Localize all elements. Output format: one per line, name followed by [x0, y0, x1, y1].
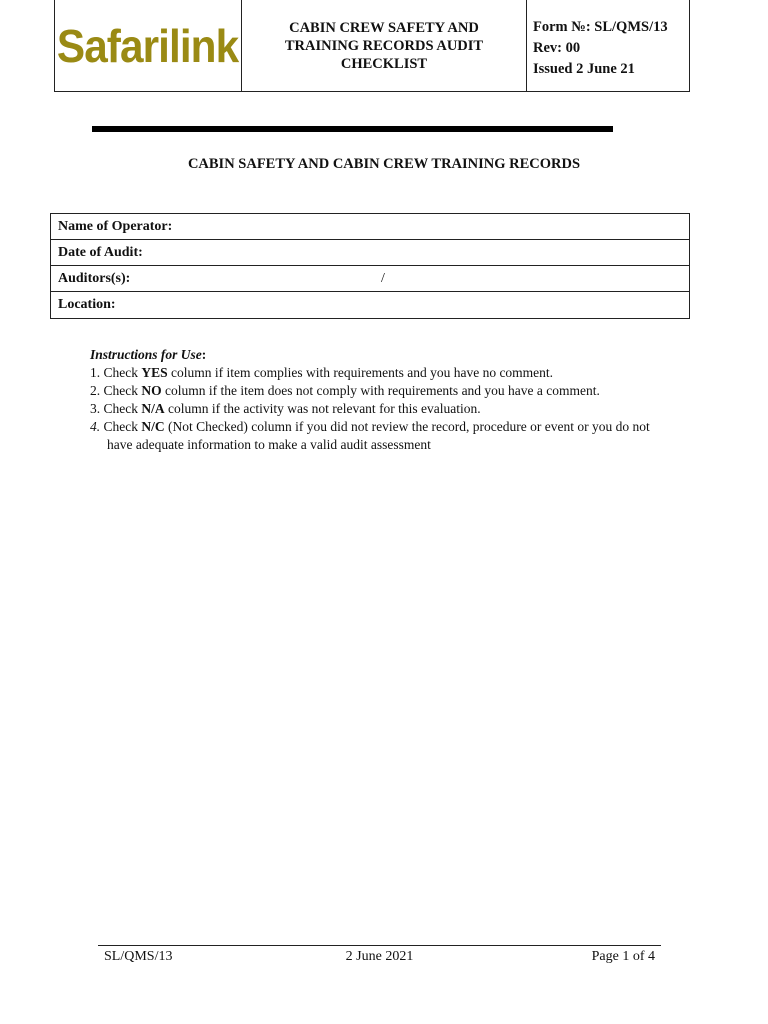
auditors-label: Auditors(s):	[58, 271, 131, 286]
instruction-text: column if item complies with requirements and you have no comment.	[167, 365, 554, 380]
instruction-number: 2. Check	[90, 383, 142, 398]
date-row	[51, 240, 689, 266]
instruction-item	[90, 382, 690, 400]
section-heading: CABIN SAFETY AND CABIN CREW TRAINING RECORDS	[187, 156, 581, 172]
footer-date: 2 June 2021	[345, 949, 414, 964]
divider-rule	[92, 126, 613, 132]
date-label: Date of Audit:	[58, 245, 143, 260]
instruction-verb: Check	[100, 419, 142, 434]
instruction-number: 1. Check	[90, 365, 142, 380]
form-title-line-3: CHECKLIST	[340, 55, 428, 72]
logo-cell	[55, 0, 242, 91]
form-title	[242, 0, 527, 91]
form-number: Form №: SL/QMS/13	[533, 19, 668, 35]
instruction-item	[90, 400, 690, 418]
instruction-item	[90, 364, 690, 382]
operator-row	[51, 214, 689, 240]
instruction-item	[90, 418, 690, 454]
form-meta	[527, 0, 689, 91]
page-footer	[98, 945, 661, 970]
instruction-text: (Not Checked) column if you did not review the record, procedure or event or you do not	[164, 419, 650, 434]
instruction-text: column if the activity was not relevant for this evaluation.	[164, 401, 481, 416]
instruction-key: N/C	[141, 419, 165, 434]
form-title-line-1: CABIN CREW SAFETY AND	[289, 19, 479, 36]
instruction-number: 3. Check	[90, 401, 142, 416]
instructions-block	[90, 346, 690, 454]
instruction-number: 4.	[90, 419, 101, 434]
location-label: Location:	[58, 297, 116, 312]
issue-date: Issued 2 June 21	[533, 61, 635, 77]
instruction-key: N/A	[141, 401, 165, 416]
audit-info-table	[50, 213, 690, 319]
form-title-line-2: TRAINING RECORDS AUDIT	[284, 37, 484, 54]
instructions-colon: :	[201, 347, 207, 362]
instructions-title: Instructions for Use	[90, 347, 202, 362]
auditors-row	[51, 266, 689, 292]
instruction-key: YES	[141, 365, 168, 380]
auditors-separator: /	[381, 271, 385, 286]
operator-label: Name of Operator:	[58, 219, 173, 234]
instruction-key: NO	[141, 383, 162, 398]
instructions-heading	[90, 346, 690, 364]
footer-page-number: Page 1 of 4	[591, 949, 655, 964]
location-row	[51, 292, 689, 318]
footer-form-code: SL/QMS/13	[104, 949, 173, 964]
revision: Rev: 00	[533, 40, 581, 56]
instruction-continuation: have adequate information to make a valid audit assessment	[107, 437, 431, 452]
document-header	[54, 0, 690, 92]
safarilink-logo: Safarilink	[57, 19, 239, 72]
instruction-text: column if the item does not comply with requirements and you have a comment.	[161, 383, 600, 398]
